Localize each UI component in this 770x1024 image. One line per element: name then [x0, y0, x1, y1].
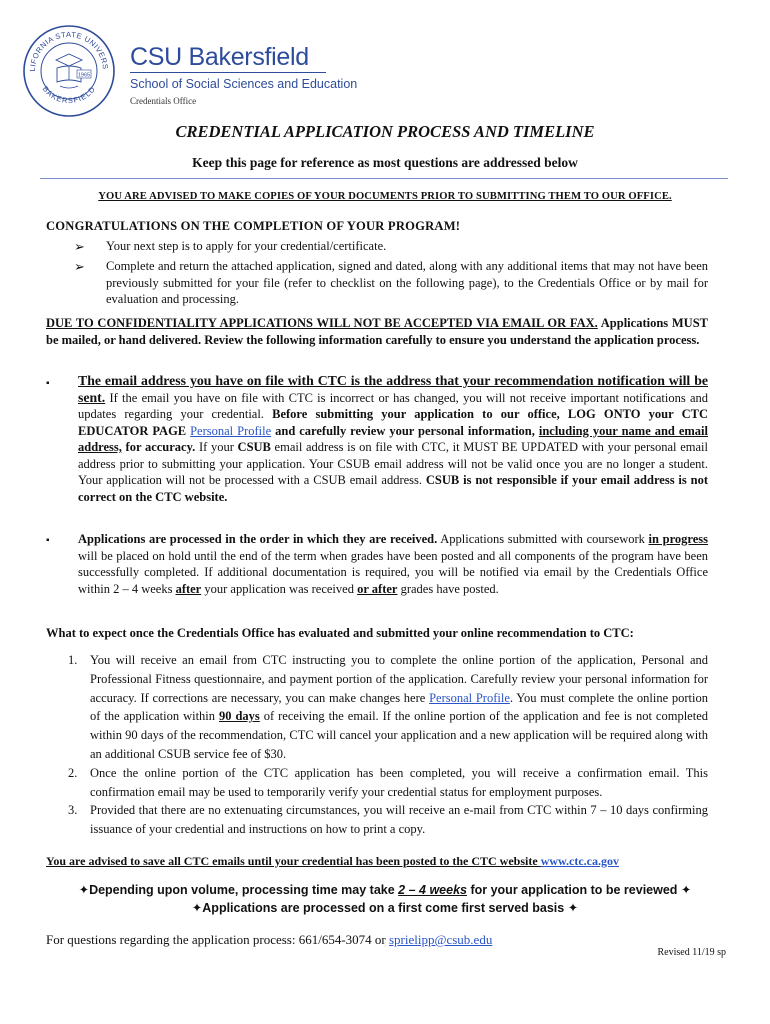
brand-block	[130, 44, 357, 91]
expect-90-days: 90 days	[219, 709, 260, 724]
ctc-website-link[interactable]: www.ctc.ca.gov	[540, 854, 619, 868]
school-name: School of Social Sciences and Education	[130, 77, 358, 91]
email-text-1: If the email you have on file with CTC is incorrect or has changed, you will not receive important notifications and updates regarding your credential.	[78, 390, 708, 421]
expect-item-1-text-2: . You must complete the online portion of the application within	[90, 690, 708, 724]
advisory-notice: YOU ARE ADVISED TO MAKE COPIES OF YOUR DOCUMENTS PRIOR TO SUBMITTING THEM TO OUR OFFICE.	[98, 191, 672, 202]
email-bold-2: and carefully review your personal information,	[271, 423, 539, 438]
email-bold-3: for accuracy.	[121, 440, 196, 454]
contact-email-link[interactable]: sprielipp@csub.edu	[389, 932, 493, 947]
star-icon: ✦	[680, 883, 692, 897]
expect-list	[68, 651, 708, 839]
congrats-heading: CONGRATULATIONS ON THE COMPLETION OF YOUR PROGRAM!	[46, 219, 461, 233]
email-bold-1: Before submitting your application to our office, LOG ONTO your CTC EDUCATOR PAGE	[78, 407, 709, 438]
order-text-2: will be placed on hold until the end of the term when grades have been posted and all components of the program have been successfully completed. If additional documentation is required, you will be notified via email by the Credentials Office within 2 – 4 weeks	[78, 548, 708, 596]
order-or-after: or after	[357, 581, 398, 596]
revision-note: Revised 11/19 sp	[657, 947, 726, 958]
brand-rule	[130, 72, 326, 73]
list-number: 3.	[68, 803, 78, 818]
divider	[40, 178, 728, 179]
save-notice-text: You are advised to save all CTC emails until your credential has been posted to the CTC website	[46, 854, 541, 868]
expect-item-3-text: Provided that there are no extenuating circumstances, you will receive an e-mail from CTC within 7 – 10 days confirming issuance of your credential and instructions on how to print a copy.	[90, 803, 708, 837]
email-section	[78, 373, 708, 505]
list-number: 1.	[68, 653, 78, 667]
congrats-item-2: Complete and return the attached application, signed and dated, along with any additional items that may not have been previously submitted for your file (refer to checklist on the following page), to the Credentials Office or by mail for evaluation and processing.	[106, 259, 708, 306]
order-text-4: grades have posted.	[397, 581, 499, 596]
expect-item-1	[68, 651, 708, 764]
email-bold-underlined: including your name and email address,	[78, 423, 708, 454]
order-text-3: your application was received	[201, 581, 358, 596]
expect-item-1-text-1: You will receive an email from CTC instructing you to complete the online portion of the application, Personal and Professional Fitness questionnaire, and payment portion of the application. Carefully review your personal information for accuracy. If corrections are necessary, you can make changes here	[90, 653, 708, 705]
expect-item-1-text-3: of receiving the email. If the online portion of the application and fee is not completed within 90 days of the recommendation, CTC will cancel your application and a new application will be required along with an additional CSUB service fee of $30.	[90, 709, 708, 761]
processing-text-a: Depending upon volume, processing time may take	[89, 883, 399, 897]
seal-text-top: LIFORNIA STATE UNIVERS	[27, 29, 111, 72]
expect-item-2-text: Once the online portion of the CTC application has been completed, you will receive a confirmation email. This confirmation email may be used to temporarily verify your credential status for employment purposes.	[90, 765, 708, 799]
brand-name: CSU Bakersfield	[130, 43, 309, 71]
expect-heading: What to expect once the Credentials Office has evaluated and submitted your online recommendation to CTC:	[46, 626, 634, 640]
arrow-bullet-icon: ➢	[74, 259, 85, 274]
arrow-bullet-icon: ➢	[74, 239, 85, 254]
star-icon: ✦	[191, 901, 203, 915]
page-title: CREDENTIAL APPLICATION PROCESS AND TIMELINE	[175, 122, 595, 141]
svg-text:BAKERSFIELD	[41, 84, 98, 105]
save-emails-notice	[46, 854, 619, 869]
processing-weeks: 2 – 4 weeks	[398, 883, 467, 897]
seal-year: 1965	[77, 72, 91, 79]
expect-item-3	[68, 801, 708, 839]
personal-profile-link-2[interactable]: Personal Profile	[429, 690, 510, 705]
list-number: 2.	[68, 765, 78, 780]
square-bullet-icon: ▪	[46, 535, 50, 546]
email-bold-5: CSUB is not responsible if your email address is not correct on the CTC website.	[78, 473, 709, 504]
personal-profile-link[interactable]: Personal Profile	[190, 423, 272, 438]
star-icon: ✦	[78, 883, 90, 897]
processing-time-line	[0, 882, 770, 897]
order-bold-1: Applications are processed in the order in which they are received.	[78, 532, 438, 546]
expect-item-2	[68, 764, 708, 802]
processing-text-b: for your application to be reviewed	[466, 883, 681, 897]
contact-text: For questions regarding the application process: 661/654-3074 or	[46, 932, 389, 947]
email-text-3: email address is on file with CTC, it MUST BE UPDATED with your personal email address prior to submitting your application. Your CSUB email address will not be valid once you are no longer a student. Your application will not be processed with a CSUB email address.	[78, 440, 708, 487]
university-seal-logo	[22, 24, 116, 118]
office-name: Credentials Office	[130, 96, 197, 106]
email-text-2: If your	[195, 440, 238, 454]
contact-line	[46, 932, 492, 948]
order-in-progress: in progress	[648, 532, 708, 546]
star-icon: ✦	[567, 901, 579, 915]
first-come-text: Applications are processed on a first come first served basis	[202, 901, 568, 915]
email-bold-csub: CSUB	[237, 440, 271, 454]
order-after: after	[175, 581, 202, 596]
seal-text-bottom: BAKERSFIELD	[40, 84, 98, 106]
first-come-line	[0, 900, 770, 915]
order-text-1: Applications submitted with coursework	[437, 532, 649, 546]
congrats-item-1: Your next step is to apply for your credential/certificate.	[106, 239, 387, 253]
confidentiality-notice	[46, 315, 708, 348]
square-bullet-icon: ▪	[46, 378, 50, 389]
confidentiality-underlined: DUE TO CONFIDENTIALITY APPLICATIONS WILL NOT BE ACCEPTED VIA EMAIL OR FAX.	[46, 316, 598, 330]
confidentiality-rest: Applications MUST be mailed, or hand delivered. Review the following information carefully to ensure you understand the application process.	[46, 316, 708, 347]
email-lead: The email address you have on file with CTC is the address that your recommendation notification will be sent.	[78, 373, 708, 405]
page-subtitle: Keep this page for reference as most questions are addressed below	[192, 155, 578, 170]
order-section	[78, 531, 708, 597]
